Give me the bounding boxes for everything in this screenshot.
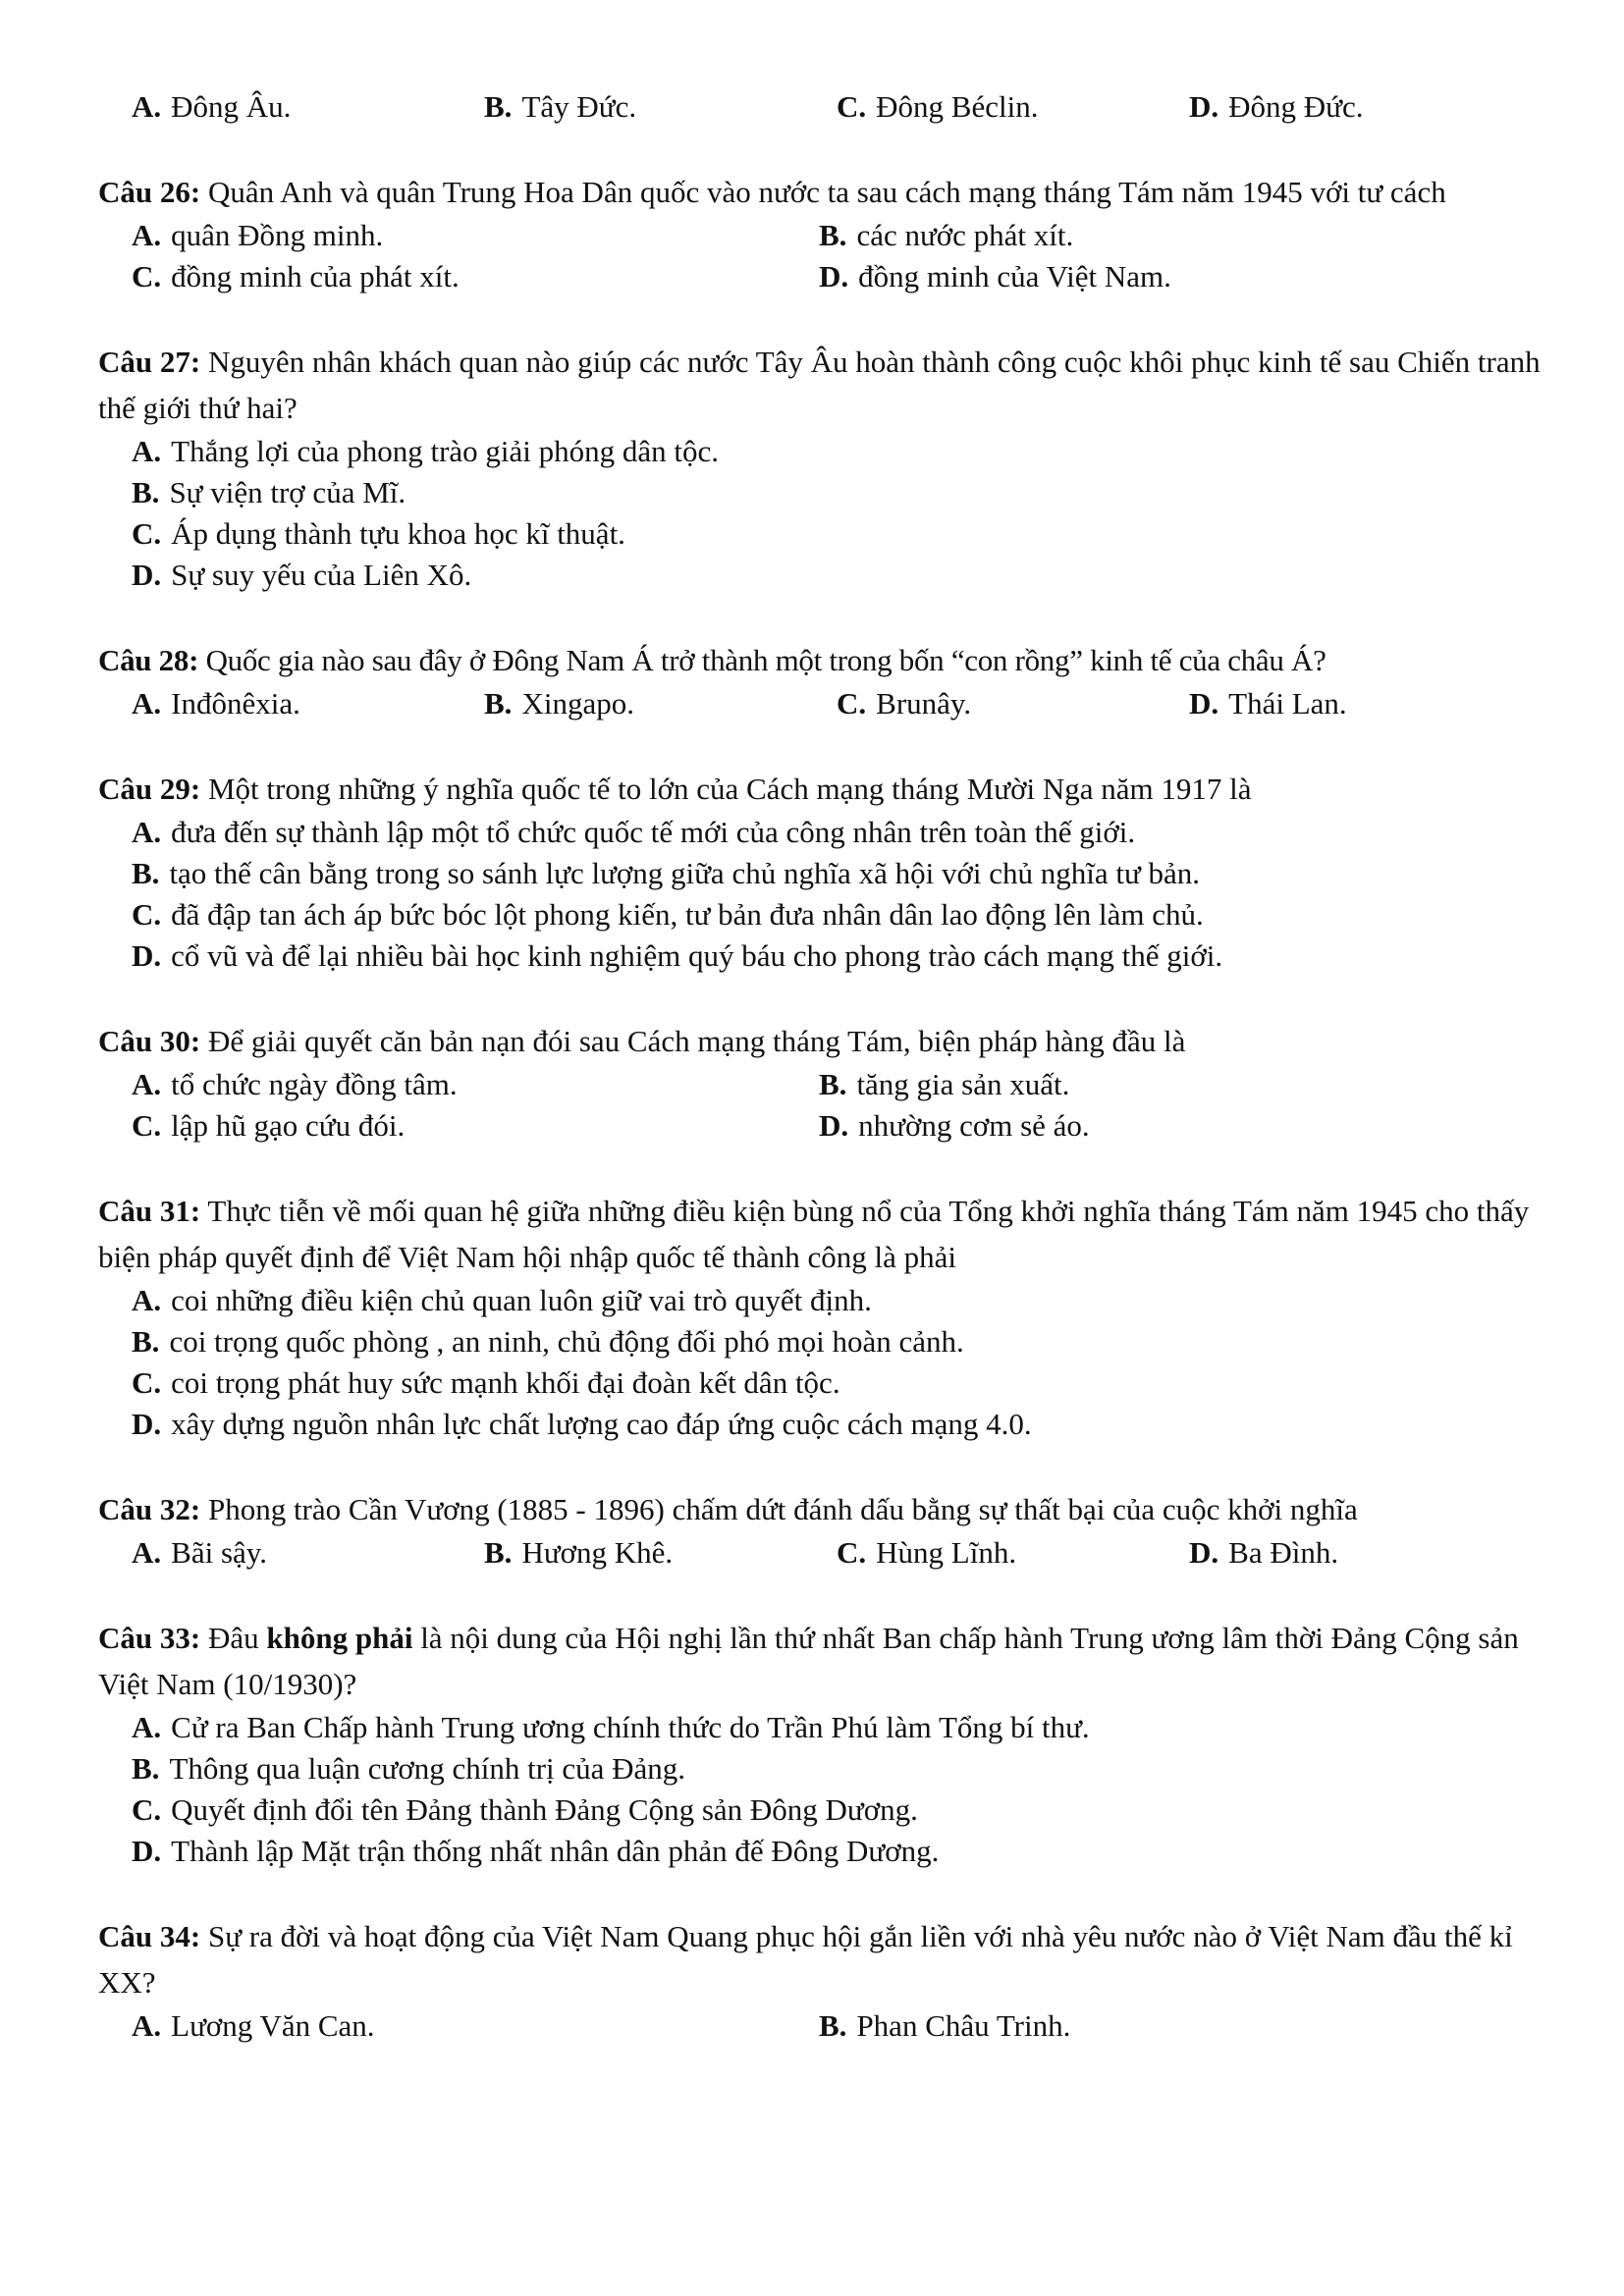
question-stem: Câu 33: Đâu không phải là nội dung của Hội nghị lần thứ nhất Ban chấp hành Trung ương lâm thời Đảng Cộng sản Việt Nam (10/1930)? bbox=[98, 1621, 1519, 1701]
option-c: C. Áp dụng thành tựu khoa học kĩ thuật. bbox=[132, 516, 625, 551]
question-32 bbox=[98, 1486, 1542, 1574]
question-27 bbox=[98, 339, 1542, 596]
option-c: C. coi trọng phát huy sức mạnh khối đại đoàn kết dân tộc. bbox=[132, 1365, 840, 1400]
question-stem: Câu 26: Quân Anh và quân Trung Hoa Dân quốc vào nước ta sau cách mạng tháng Tám năm 1945 với tư cách bbox=[98, 175, 1446, 209]
exam-page bbox=[98, 86, 1542, 2088]
option-a: A. Bãi sậy. bbox=[132, 1535, 267, 1570]
option-a: A. tổ chức ngày đồng tâm. bbox=[132, 1067, 458, 1101]
question-29 bbox=[98, 766, 1542, 977]
question-stem: Câu 34: Sự ra đời và hoạt động của Việt Nam Quang phục hội gắn liền với nhà yêu nước nào ở Việt Nam đầu thế kỉ XX? bbox=[98, 1919, 1513, 2000]
option-a: A. coi những điều kiện chủ quan luôn giữ vai trò quyết định. bbox=[132, 1283, 872, 1317]
question-34 bbox=[98, 1913, 1542, 2047]
option-c: C. đồng minh của phát xít. bbox=[132, 259, 460, 294]
option-b: B. Hương Khê. bbox=[484, 1535, 674, 1570]
question-33 bbox=[98, 1615, 1542, 1872]
option-b: B. các nước phát xít. bbox=[819, 218, 1074, 252]
option-c: C. Hùng Lĩnh. bbox=[837, 1535, 1017, 1570]
option-c: C. đã đập tan ách áp bức bóc lột phong kiến, tư bản đưa nhân dân lao động lên làm chủ. bbox=[132, 897, 1204, 932]
option-d: D. cổ vũ và để lại nhiều bài học kinh nghiệm quý báu cho phong trào cách mạng thế giới. bbox=[132, 938, 1223, 973]
option-b: B. Sự viện trợ của Mĩ. bbox=[132, 475, 406, 509]
option-b: B. Xingapo. bbox=[484, 686, 634, 721]
previous-question-options bbox=[98, 86, 1542, 128]
option-c: C. Đông Béclin. bbox=[837, 89, 1039, 124]
option-d: D. đồng minh của Việt Nam. bbox=[819, 259, 1171, 294]
question-stem: Câu 28: Quốc gia nào sau đây ở Đông Nam Á trở thành một trong bốn “con rồng” kinh tế của châu Á? bbox=[98, 643, 1326, 677]
option-a: A. Inđônêxia. bbox=[132, 686, 300, 721]
option-a: A. Thắng lợi của phong trào giải phóng dân tộc. bbox=[132, 434, 720, 468]
option-c: C. lập hũ gạo cứu đói. bbox=[132, 1108, 406, 1143]
option-b: B. Phan Châu Trinh. bbox=[819, 2008, 1071, 2043]
question-stem: Câu 29: Một trong những ý nghĩa quốc tế to lớn của Cách mạng tháng Mười Nga năm 1917 là bbox=[98, 772, 1252, 806]
option-d: D. Sự suy yếu của Liên Xô. bbox=[132, 558, 472, 592]
option-d: D. xây dựng nguồn nhân lực chất lượng cao đáp ứng cuộc cách mạng 4.0. bbox=[132, 1407, 1032, 1441]
option-c: C. Quyết định đổi tên Đảng thành Đảng Cộng sản Đông Dương. bbox=[132, 1792, 918, 1827]
option-a: A. Cử ra Ban Chấp hành Trung ương chính thức do Trần Phú làm Tổng bí thư. bbox=[132, 1710, 1090, 1744]
option-b: B. tạo thế cân bằng trong so sánh lực lượng giữa chủ nghĩa xã hội với chủ nghĩa tư bản. bbox=[132, 856, 1201, 890]
option-d: D. Thái Lan. bbox=[1189, 686, 1347, 721]
option-a: A. Lương Văn Can. bbox=[132, 2008, 375, 2043]
question-stem: Câu 31: Thực tiễn về mối quan hệ giữa những điều kiện bùng nổ của Tổng khởi nghĩa tháng Tám năm 1945 cho thấy biện pháp quyết định để Việt Nam hội nhập quốc tế thành công là phải bbox=[98, 1194, 1530, 1274]
option-a: A. quân Đồng minh. bbox=[132, 218, 384, 252]
question-30 bbox=[98, 1018, 1542, 1147]
option-d: D. Thành lập Mặt trận thống nhất nhân dân phản đế Đông Dương. bbox=[132, 1834, 940, 1868]
option-b: B. Thông qua luận cương chính trị của Đảng. bbox=[132, 1751, 686, 1786]
question-31 bbox=[98, 1188, 1542, 1445]
emphasis-text: không phải bbox=[266, 1621, 413, 1655]
option-d: D. Ba Đình. bbox=[1189, 1535, 1339, 1570]
question-stem: Câu 32: Phong trào Cần Vương (1885 - 1896) chấm dứt đánh dấu bằng sự thất bại của cuộc khởi nghĩa bbox=[98, 1492, 1358, 1526]
question-stem: Câu 30: Để giải quyết căn bản nạn đói sau Cách mạng tháng Tám, biện pháp hàng đầu là bbox=[98, 1024, 1186, 1058]
option-b: B. coi trọng quốc phòng , an ninh, chủ động đối phó mọi hoàn cảnh. bbox=[132, 1324, 964, 1359]
option-a: A. Đông Âu. bbox=[132, 89, 292, 124]
option-d: D. nhường cơm sẻ áo. bbox=[819, 1108, 1090, 1143]
question-26 bbox=[98, 169, 1542, 297]
option-b: B. tăng gia sản xuất. bbox=[819, 1067, 1070, 1101]
option-c: C. Brunây. bbox=[837, 686, 972, 721]
option-b: B. Tây Đức. bbox=[484, 89, 637, 124]
option-a: A. đưa đến sự thành lập một tổ chức quốc tế mới của công nhân trên toàn thế giới. bbox=[132, 815, 1136, 849]
question-stem: Câu 27: Nguyên nhân khách quan nào giúp các nước Tây Âu hoàn thành công cuộc khôi phục kinh tế sau Chiến tranh thế giới thứ hai? bbox=[98, 345, 1541, 425]
option-d: D. Đông Đức. bbox=[1189, 89, 1364, 124]
question-28 bbox=[98, 637, 1542, 724]
